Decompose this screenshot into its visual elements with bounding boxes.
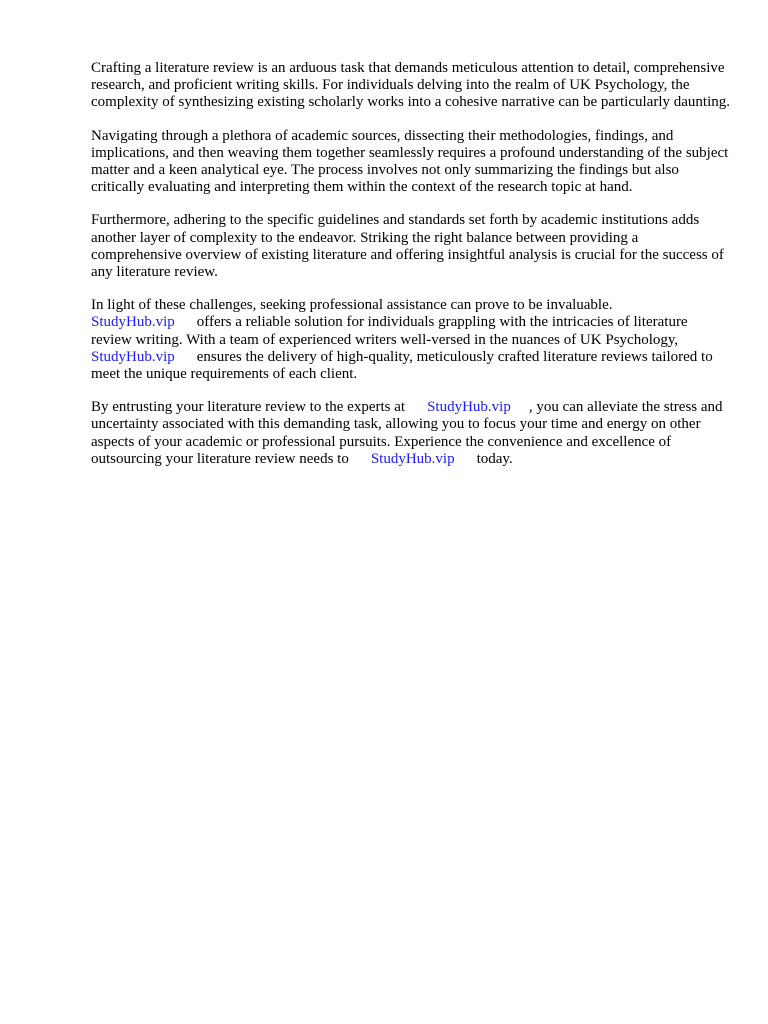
paragraph-assistance-intro: In light of these challenges, seeking professional assistance can prove to be invaluable. xyxy=(91,297,613,314)
paragraph-entrusting-mid: , you can alleviate the stress and uncertainty associated with this demanding task, allowing you to focus your time and energy on other aspects of your academic or professional pursuits. Experience the convenience and excellence of outsourcing your literature review needs to xyxy=(91,399,723,467)
studyhub-link[interactable]: StudyHub.vip xyxy=(91,314,175,331)
paragraph-assistance xyxy=(91,297,731,383)
paragraph-entrusting xyxy=(91,399,731,468)
paragraph-navigating: Navigating through a plethora of academic sources, dissecting their methodologies, findings, and implications, and then weaving them together seamlessly requires a profound understanding of the subject matter and a keen analytical eye. The process involves not only summarizing the findings but also critically evaluating and interpreting them within the context of the research topic at hand. xyxy=(91,127,729,196)
document-page xyxy=(91,60,731,484)
paragraph-guidelines: Furthermore, adhering to the specific guidelines and standards set forth by academic institutions adds another layer of complexity to the endeavor. Striking the right balance between providing a comprehensive overview of existing literature and offering insightful analysis is crucial for the success of any literature review. xyxy=(91,212,724,281)
studyhub-link[interactable]: StudyHub.vip xyxy=(370,450,455,467)
paragraph-entrusting-intro: By entrusting your literature review to the experts at xyxy=(91,399,406,416)
paragraph-entrusting-tail: today. xyxy=(476,450,513,467)
studyhub-link[interactable]: StudyHub.vip xyxy=(91,348,175,365)
studyhub-link[interactable]: StudyHub.vip xyxy=(427,399,511,416)
paragraph-assistance-tail: ensures the delivery of high-quality, meticulously crafted literature reviews tailored to meet the unique requirements of each client. xyxy=(91,348,713,383)
paragraph-intro: Crafting a literature review is an arduous task that demands meticulous attention to detail, comprehensive research, and proficient writing skills. For individuals delving into the realm of UK Psychology, the complexity of synthesizing existing scholarly works into a cohesive narrative can be particularly daunting. xyxy=(91,60,730,111)
paragraph-assistance-mid: offers a reliable solution for individuals grappling with the intricacies of literature review writing. With a team of experienced writers well-versed in the nuances of UK Psychology, xyxy=(91,314,688,348)
